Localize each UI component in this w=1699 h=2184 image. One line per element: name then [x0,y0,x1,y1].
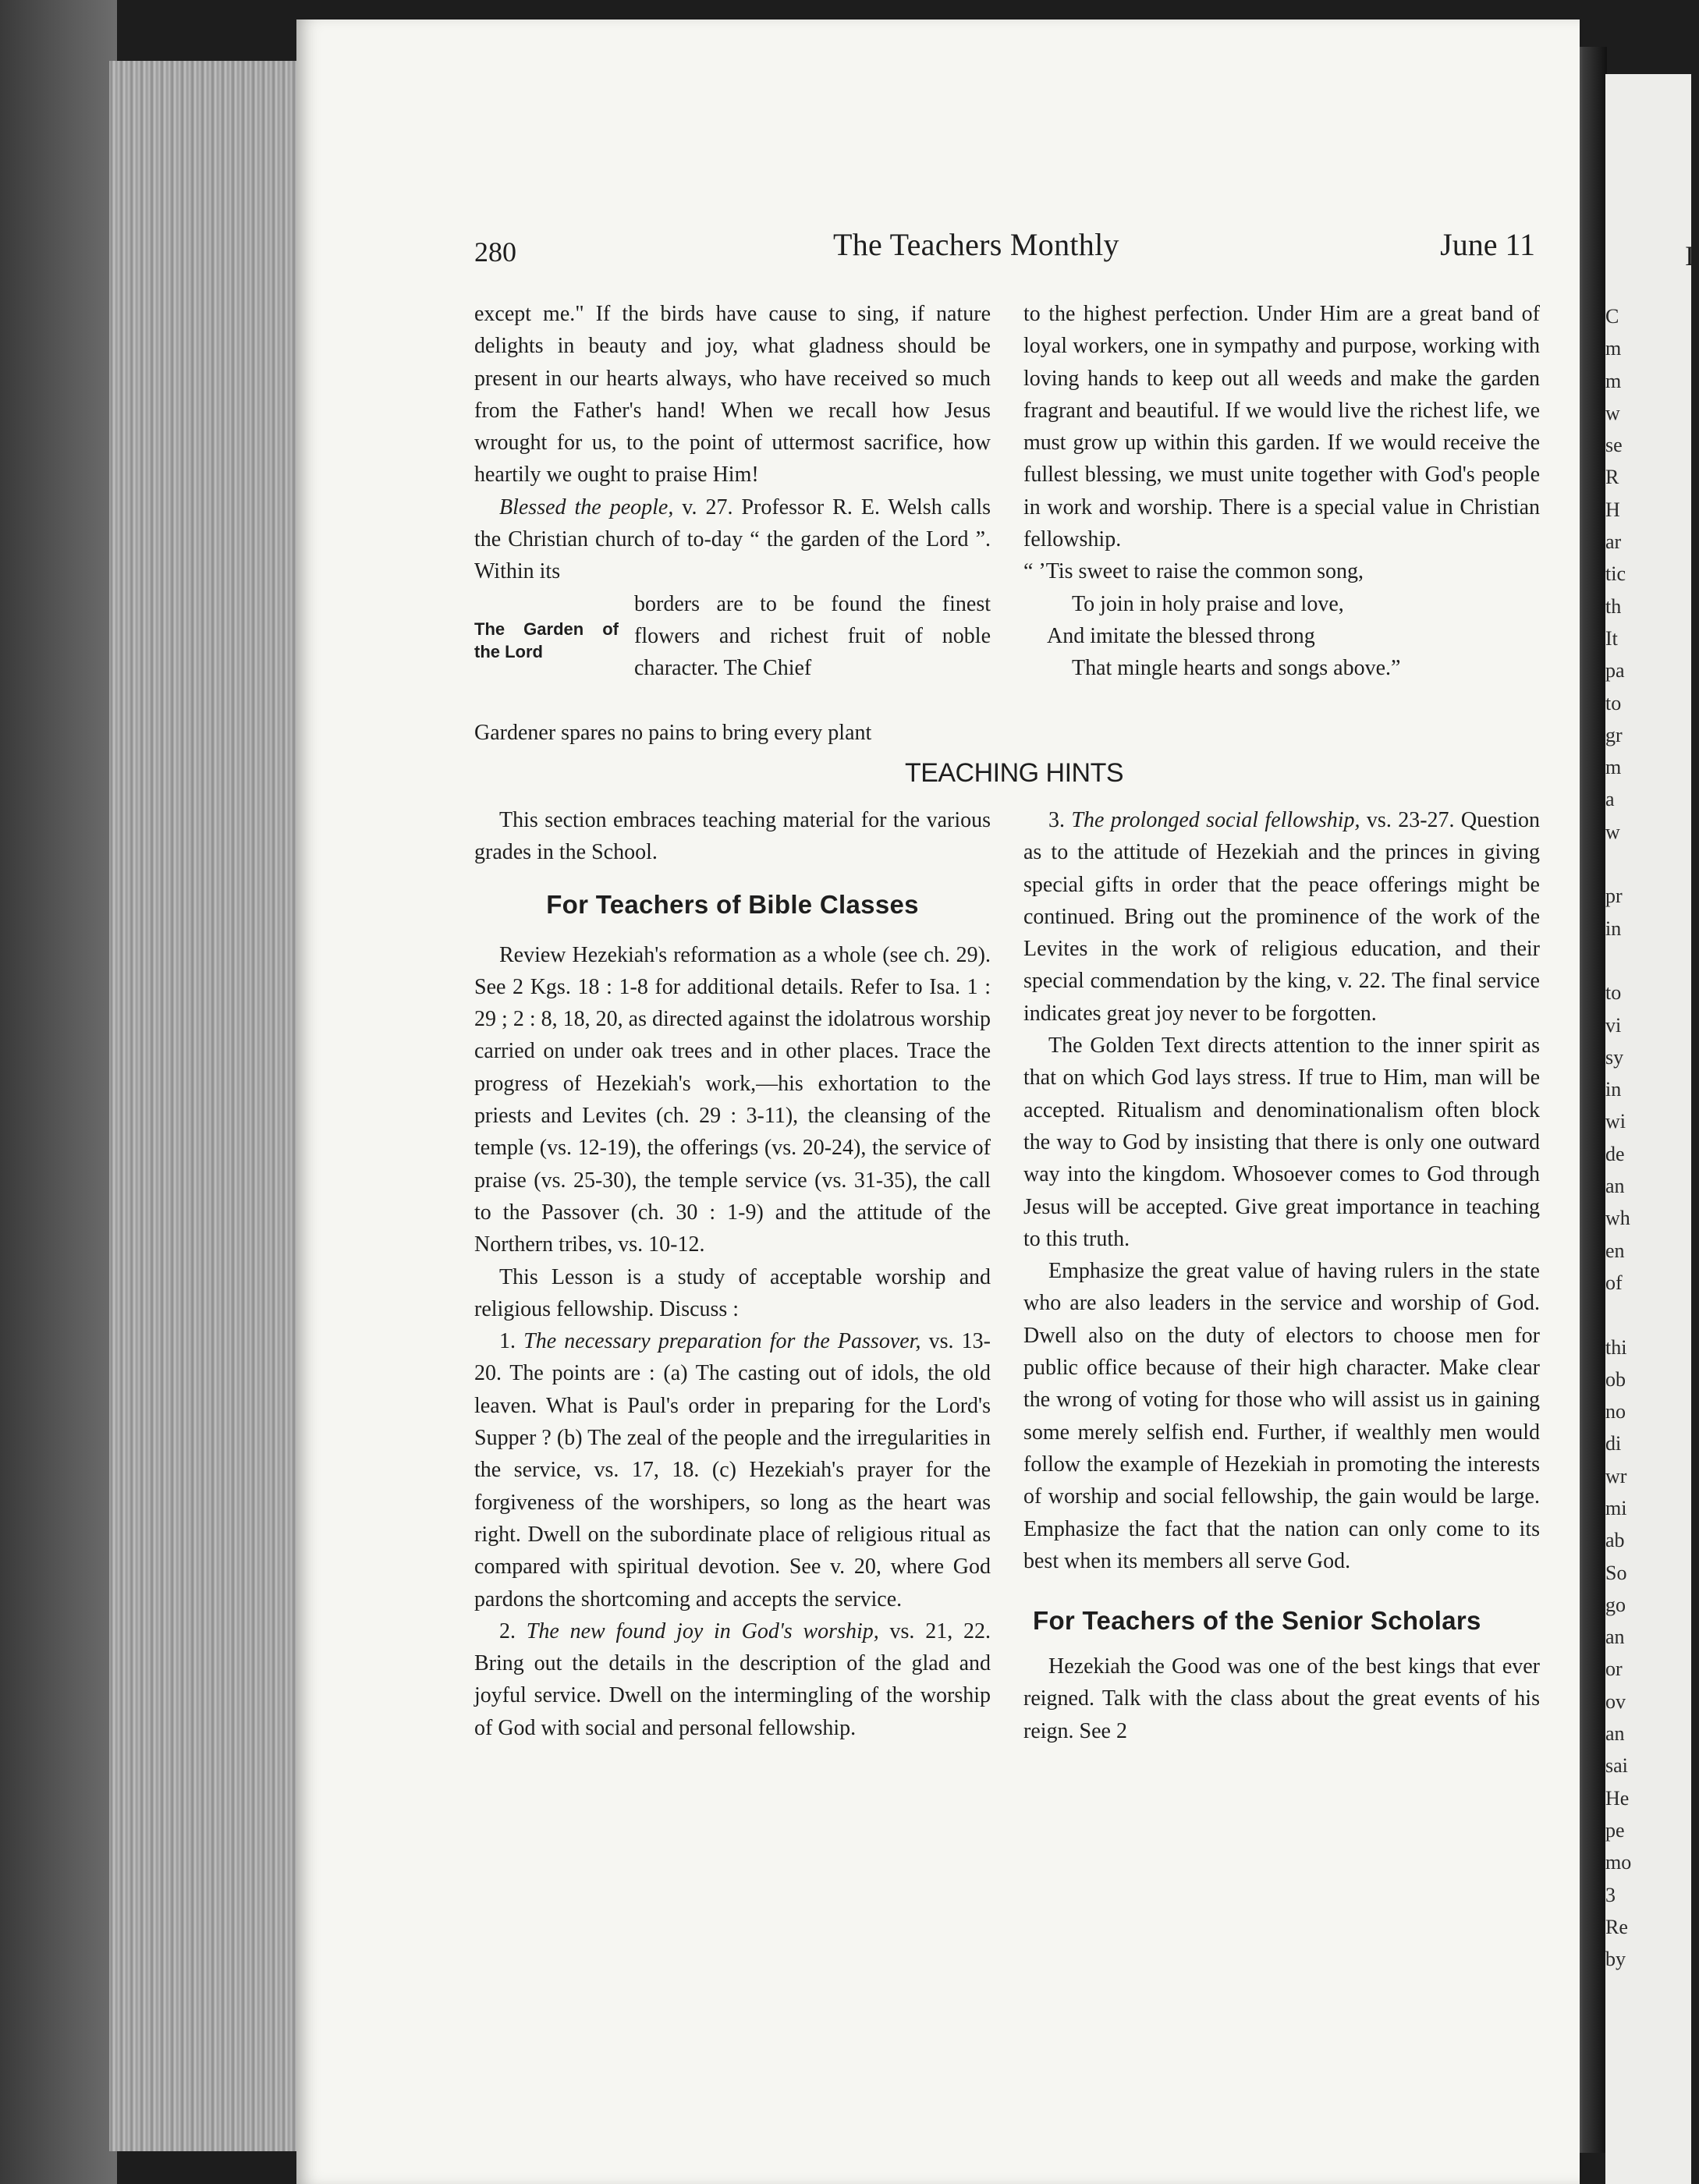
column-upper-right [1023,298,1540,685]
book-cover-edge [0,0,117,2184]
facing-page-line: wh [1605,1207,1630,1230]
facing-page-line: w [1605,820,1620,843]
facing-page-line: se [1605,434,1623,457]
facing-page-line: an [1605,1175,1625,1198]
facing-page-line: wi [1605,1110,1626,1133]
point-title: The necessary preparation for the Passover, [523,1329,921,1354]
page-stack-edge [109,61,312,2151]
hymn-quote [1023,555,1540,684]
facing-page-line: w [1605,401,1620,424]
facing-page-line: sy [1605,1045,1624,1069]
facing-page-line: a [1605,788,1615,811]
paragraph: except me." If the birds have cause to sing, if nature delights in beauty and joy, what gladness should be present in our hearts always, who have received so much from the Father's hand! When we recall how Jesus wrought for us, to the point of uttermost sacrifice, how heartily we ought to praise Him! [474,302,991,488]
sidenote-block [474,588,991,717]
facing-page-line [1605,945,1699,977]
facing-page-line: m [1605,369,1622,392]
facing-page-line: de [1605,1142,1625,1165]
facing-page-line: by [1605,1948,1626,1971]
facing-page-line: an [1605,1722,1625,1746]
poem-line: And imitate the blessed throng [1047,623,1315,648]
facing-page-line: mi [1605,1496,1627,1519]
paragraph-text: v. 27. Professor R. E. Welsh calls the Christian church of to-day “ the garden of the Lord ”. Within its [474,495,991,584]
subheading-bible-classes: For Teachers of Bible Classes [546,889,919,919]
paragraph: This Lesson is a study of acceptable worship and religious fellowship. Discuss : [474,1264,991,1321]
facing-page-line [1605,1299,1699,1331]
point-number: 1. [499,1329,516,1354]
facing-page-line: to [1605,981,1622,1005]
paragraph: to the highest perfection. Under Him are a great band of loyal workers, one in sympathy and purpose, working with loving hands to keep out all weeds and make the garden fragrant and beautiful. If we would live the richest life, we must grow up within this garden. If we would receive the fullest blessing, we must unite together with God's people in work and worship. There is a special value in Christian fellowship. [1023,302,1540,552]
facing-page-line: go [1605,1593,1626,1616]
facing-page-line [1605,848,1699,880]
facing-page-header: I [1685,240,1694,271]
issue-date: June 11 [1440,227,1535,262]
paragraph: The Golden Text directs attention to the inner spirit as that on which God lays stress. If true to Him, man will be accepted. Ritualism and denominationalism often block the way to God by insisting that there is only one outward way into the kingdom. Whosoever comes to God through Jesus will be accepted. Give great importance in teaching to this truth. [1023,1034,1540,1251]
numbered-point [1023,804,1540,1030]
sidenote-label: The Garden of the Lord [474,619,619,661]
facing-page-line: no [1605,1400,1626,1424]
point-title: The new found joy in God's worship, [526,1618,879,1643]
numbered-point [474,1615,991,1744]
poem-line: That mingle hearts and songs above.” [1072,656,1401,681]
facing-page-line: 3 [1605,1883,1616,1906]
facing-page-line: en [1605,1239,1625,1262]
paragraph: Gardener spares no pains to bring every plant [474,720,872,745]
point-body: vs. 13-20. The points are : (a) The casting out of idols, the old leaven. What is Paul's order in preparing for the Lord's Supper ? (b) The zeal of the people and the irregularities in the service, vs. 17, 18. (c) Hezekiah's prayer for the forgiveness of the worshipers, so long as the heart was right. Dwell on the subordinate place of religious ritual as compared with spiritual devotion. See v. 20, where God pardons the shortcoming and accepts the service. [474,1329,991,1611]
page-number: 280 [474,236,516,268]
point-number: 2. [499,1618,516,1643]
facing-page-line: C [1605,305,1619,328]
facing-page-line: of [1605,1271,1623,1294]
point-body: vs. 21, 22. Bring out the details in the description of the glad and joyful service. Dwell on the intermingling of the worship of God with social and personal fellowship. [474,1618,991,1740]
facing-page-line: to [1605,691,1622,714]
column-lower-right [1023,804,1540,1747]
paragraph: Hezekiah the Good was one of the best kings that ever reigned. Talk with the class about the great events of his reign. See 2 [1023,1654,1540,1743]
facing-page-line: m [1605,756,1622,779]
facing-page-line: Re [1605,1915,1628,1938]
facing-page-line: It [1605,626,1618,650]
facing-page-line: H [1605,498,1620,521]
facing-page-line: thi [1605,1335,1627,1359]
facing-page-line: ar [1605,530,1622,554]
facing-page-line: ov [1605,1689,1626,1713]
facing-page-line: He [1605,1786,1630,1810]
intro-paragraph: This section embraces teaching material for the various grades in the School. [474,808,991,865]
facing-page-line: mo [1605,1851,1632,1874]
numbered-point [474,1325,991,1615]
facing-page-line: pr [1605,885,1623,908]
paragraph: Review Hezekiah's reformation as a whole (see ch. 29). See 2 Kgs. 18 : 1-8 for additional details. Refer to Isa. 1 : 29 ; 2 : 8, 18, 20, as directed against the idolatrous worship carried on under oak trees and in other places. Trace the progress of Hezekiah's work,—his exhortation to the priests and Levites (ch. 29 : 3-11), the cleansing of the temple (vs. 12-19), the offerings (vs. 20-24), the service of praise (vs. 25-30), the temple service (vs. 31-35), the call to the Passover (ch. 30 : 1-9) and the attitude of the Northern tribes, vs. 10-12. [474,942,991,1257]
facing-page-line: wr [1605,1464,1627,1487]
paragraph [474,491,991,588]
facing-page-line: di [1605,1432,1622,1455]
facing-page-line: or [1605,1658,1623,1681]
facing-page-line: gr [1605,723,1623,746]
facing-page-line: in [1605,1078,1622,1101]
facing-page-line: m [1605,337,1622,360]
paragraph: Emphasize the great value of having rulers in the state who are also leaders in the service and worship of God. Dwell also on the duty of electors to choose men for public office because of their high character. Make clear the wrong of voting for those who will assist us in gaining some merely selfish end. Further, if wealthly men would follow the example of Hezekiah in promoting the interests of worship and social fellowship, the gain would be large. Emphasize the fact that the nation can only come to its best when its members all serve God. [1023,1259,1540,1573]
facing-page-fragment [1605,74,1694,2184]
facing-page-line: tic [1605,562,1626,586]
facing-page-line: th [1605,594,1622,618]
column-lower-left [474,804,991,1744]
facing-page-line: ob [1605,1367,1626,1391]
section-title: TEACHING HINTS [904,758,1124,788]
facing-page-line: pa [1605,659,1625,682]
poem-line: “ ’Tis sweet to raise the common song, [1023,559,1364,584]
facing-page-line: an [1605,1626,1625,1649]
facing-page-line: pe [1605,1818,1625,1842]
column-upper-left [474,298,991,749]
facing-page-line: ab [1605,1529,1625,1552]
facing-page-line: So [1605,1561,1627,1584]
facing-page-line: sai [1605,1754,1628,1778]
sidenote-text: borders are to be found the finest flowers and richest fruit of noble character. The Chief [634,591,991,681]
point-number: 3. [1048,808,1065,832]
facing-page-line: vi [1605,1013,1622,1037]
point-title: The prolonged social fellowship, [1071,808,1360,832]
poem-line: To join in holy praise and love, [1072,591,1344,616]
facing-page-line: R [1605,466,1619,489]
running-head [474,226,1535,270]
facing-page-text [1605,300,1699,1975]
subheading-senior-scholars: For Teachers of the Senior Scholars [1033,1606,1481,1636]
journal-title: The Teachers Monthly [833,227,1119,262]
scripture-ref: Blessed the people, [499,495,674,519]
point-body: vs. 23-27. Question as to the attitude of Hezekiah and the princes in giving special gifts in order that the peace offerings might be continued. Bring out the prominence of the work of the Levites in the work of religious education, and their special commendation by the king, v. 22. The final service indicates great joy never to be forgotten. [1023,808,1540,1026]
facing-page-line: in [1605,916,1622,940]
